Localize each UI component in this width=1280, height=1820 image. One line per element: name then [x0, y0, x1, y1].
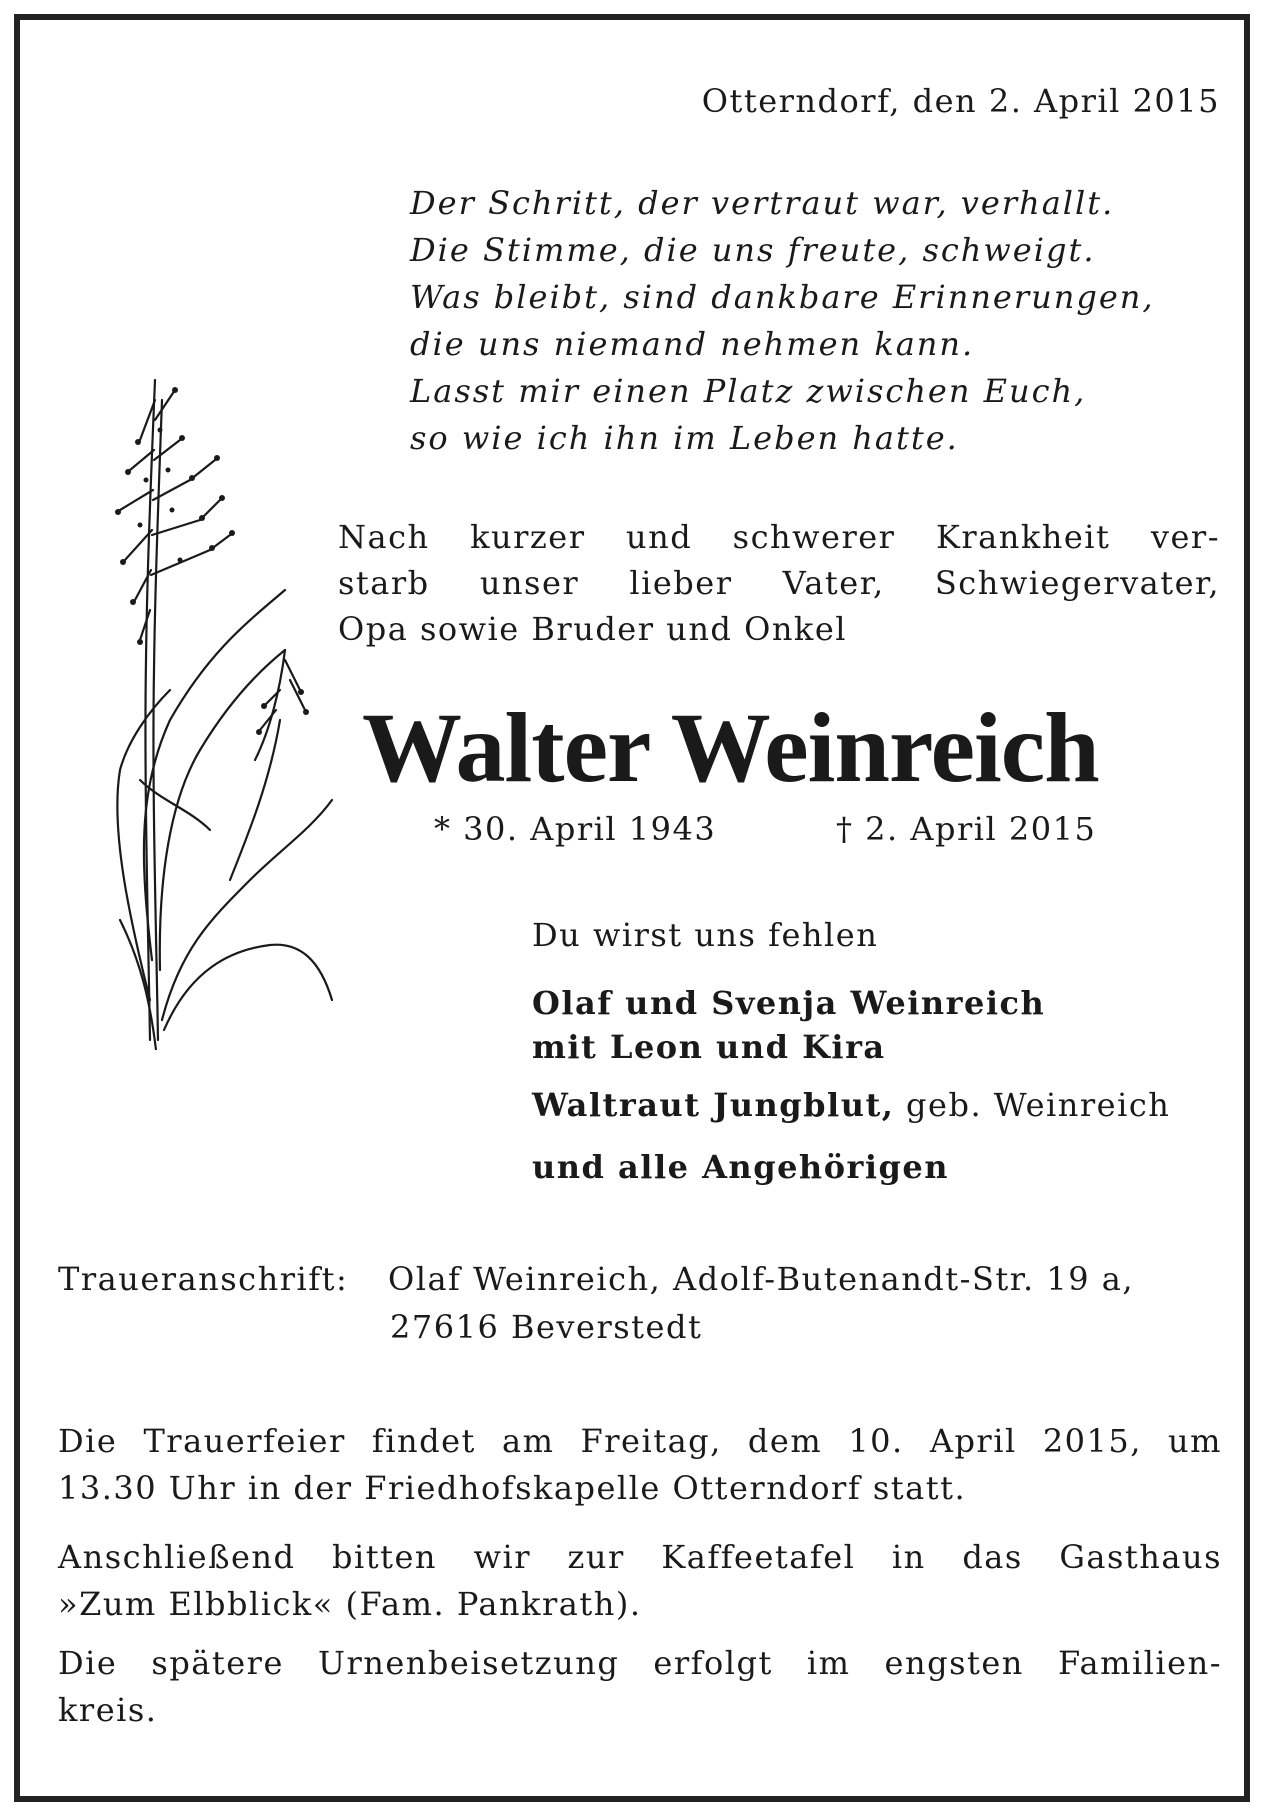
funeral-note-line: 13.30 Uhr in der Friedhofskapelle Otterndorf statt. [58, 1469, 967, 1507]
poem-line: so wie ich ihn im Leben hatte. [410, 419, 959, 457]
mourner-family-2 [532, 1086, 1170, 1124]
grass-plant-icon [80, 360, 340, 1050]
birth-date: * 30. April 1943 [434, 810, 717, 848]
intro-line: starb unser lieber Vater, Schwiegervater, [338, 564, 1220, 602]
coffee-note-line: »Zum Elbblick« (Fam. Pankrath). [58, 1585, 642, 1623]
mourner-others: und alle Angehörigen [532, 1148, 950, 1186]
urn-note [58, 1640, 1222, 1734]
deceased-name: Walter Weinreich [362, 692, 1099, 803]
mourner-family-2-suffix: geb. Weinreich [894, 1086, 1171, 1124]
funeral-note [58, 1418, 1222, 1512]
address-label: Traueranschrift: [58, 1260, 349, 1298]
coffee-note-line: Anschließend bitten wir zur Kaffeetafel in das Gasthaus [58, 1538, 1222, 1576]
poem-line: Lasst mir einen Platz zwischen Euch, [410, 372, 1087, 410]
poem-line: Was bleibt, sind dankbare Erinnerungen, [410, 278, 1155, 316]
poem-line: die uns niemand nehmen kann. [410, 325, 975, 363]
mourner-family-1-children: mit Leon und Kira [532, 1028, 886, 1066]
poem-line: Der Schritt, der vertraut war, verhallt. [410, 184, 1115, 222]
mourner-family-2-name: Waltraut Jungblut, [532, 1086, 895, 1124]
address-line-1: Olaf Weinreich, Adolf-Butenandt-Str. 19 a, [388, 1260, 1134, 1298]
address-line-2: 27616 Beverstedt [390, 1308, 703, 1346]
intro-paragraph [338, 514, 1220, 652]
farewell-text: Du wirst uns fehlen [532, 916, 879, 954]
intro-line: Nach kurzer und schwerer Krankheit ver- [338, 518, 1220, 556]
urn-note-line: kreis. [58, 1691, 158, 1729]
coffee-note [58, 1534, 1222, 1628]
poem [410, 180, 1230, 462]
funeral-note-line: Die Trauerfeier findet am Freitag, dem 10. April 2015, um [58, 1422, 1222, 1460]
poem-line: Die Stimme, die uns freute, schweigt. [410, 231, 1096, 269]
place-date: Otterndorf, den 2. April 2015 [701, 82, 1220, 120]
intro-line: Opa sowie Bruder und Onkel [338, 610, 847, 648]
death-date: † 2. April 2015 [836, 810, 1097, 848]
urn-note-line: Die spätere Urnenbeisetzung erfolgt im engsten Familien- [58, 1644, 1222, 1682]
mourner-family-1: Olaf und Svenja Weinreich [532, 984, 1046, 1022]
